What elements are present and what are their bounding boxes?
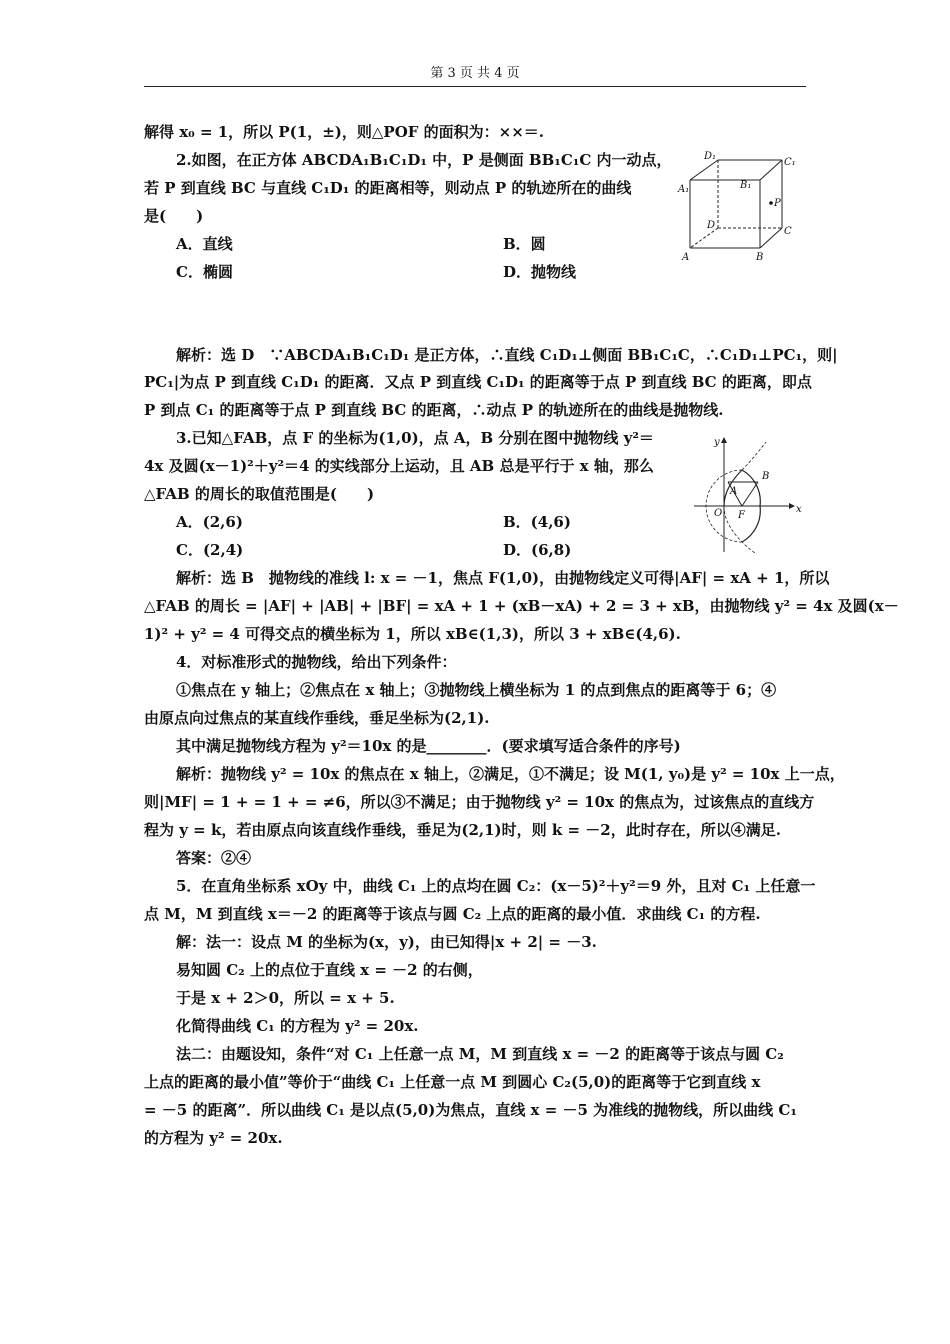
label-f: F: [738, 510, 745, 521]
q5-method1-line4: 化简得曲线 C₁ 的方程为 y² = 20x.: [176, 1017, 419, 1035]
q2-option-d: D．抛物线: [503, 263, 577, 281]
q4-stem-line1: 4．对标准形式的抛物线，给出下列条件：: [176, 653, 457, 671]
q1-result-line: 解得 x₀ = 1，所以 P(1，±)，则△POF 的面积为：××＝.: [144, 123, 544, 141]
parabola-circle-figure: [690, 432, 810, 554]
q3-stem-line2: 4x 及圆(x－1)²＋y²＝4 的实线部分上运动，且 AB 总是平行于 x 轴，那么: [144, 457, 654, 475]
q4-stem-line2: ①焦点在 y 轴上；②焦点在 x 轴上；③抛物线上横坐标为 1 的点到焦点的距离等于 6；④: [176, 681, 777, 699]
q3-stem-line3: △FAB 的周长的取值范围是( ): [144, 485, 375, 503]
q5-method2-line3: = －5 的距离”．所以曲线 C₁ 是以点(5,0)为焦点，直线 x = －5 为准线的抛物线，所以曲线 C₁: [144, 1101, 797, 1119]
q4-stem-line3: 由原点向过焦点的某直线作垂线，垂足坐标为(2,1).: [144, 709, 490, 727]
q3-stem-line1: 3.已知△FAB，点 F 的坐标为(1,0)，点 A，B 分别在图中抛物线 y²＝: [176, 429, 654, 447]
label-p: P: [774, 198, 781, 209]
q3-option-d: D．(6,8): [503, 541, 572, 559]
q5-method2-line1: 法二：由题设知，条件“对 C₁ 上任意一点 M，M 到直线 x = －2 的距离等于该点与圆 C₂: [176, 1045, 784, 1063]
q5-method2-line4: 的方程为 y² = 20x.: [144, 1129, 283, 1147]
q5-method2-line2: 上点的距离的最小值”等价于“曲线 C₁ 上任意一点 M 到圆心 C₂(5,0)的距离等于它到直线 x: [144, 1073, 761, 1091]
q2-stem-line3: 是( ): [144, 207, 204, 225]
q4-answer: 答案：②④: [176, 849, 252, 867]
q3-option-c: C．(2,4): [176, 541, 244, 559]
label-x-axis: x: [796, 504, 802, 515]
q4-solution-line2: 则|MF| = 1 + = 1 + = ≠6，所以③不满足；由于抛物线 y² = 10x 的焦点为，过该焦点的直线方: [144, 793, 815, 811]
q4-solution-line3: 程为 y = k，若由原点向该直线作垂线，垂足为(2,1)时，则 k = －2，此时存在，所以④满足.: [144, 821, 781, 839]
label-a: A: [730, 486, 738, 497]
q3-solution-line2: △FAB 的周长 = |AF| + |AB| + |BF| = xA + 1 + (xB－xA) + 2 = 3 + xB，由抛物线 y² = 4x 及圆(x－: [144, 597, 899, 615]
label-origin: O: [714, 508, 723, 519]
label-c: C: [784, 226, 792, 237]
label-a1: A₁: [678, 184, 690, 195]
q2-option-b: B．圆: [503, 235, 546, 253]
q3-solution-line3: 1)² + y² = 4 可得交点的横坐标为 1，所以 xB∈(1,3)，所以 3 + xB∈(4,6).: [144, 625, 681, 643]
label-d: D: [707, 220, 716, 231]
q2-solution-line3: P 到点 C₁ 的距离等于点 P 到直线 BC 的距离，∴动点 P 的轨迹所在的曲线是抛物线.: [144, 401, 724, 419]
q5-stem-line2: 点 M，M 到直线 x＝－2 的距离等于该点与圆 C₂ 上点的距离的最小值．求曲线 C₁ 的方程.: [144, 905, 761, 923]
q5-method1-line2: 易知圆 C₂ 上的点位于直线 x = －2 的右侧，: [176, 961, 483, 979]
label-b: B: [756, 252, 764, 263]
q2-stem-line1: 2.如图，在正方体 ABCDA₁B₁C₁D₁ 中，P 是侧面 BB₁C₁C 内一动点，: [176, 151, 672, 169]
q2-option-c: C．椭圆: [176, 263, 233, 281]
q2-solution-line2: PC₁|为点 P 到直线 C₁D₁ 的距离．又点 P 到直线 C₁D₁ 的距离等于点 P 到直线 BC 的距离，即点: [144, 373, 812, 391]
q5-method1-line3: 于是 x + 2＞0，所以 = x + 5.: [176, 989, 395, 1007]
q2-stem-line2: 若 P 到直线 BC 与直线 C₁D₁ 的距离相等，则动点 P 的轨迹所在的曲线: [144, 179, 632, 197]
label-y-axis: y: [714, 437, 720, 448]
q3-solution-line1: 解析：选 B 抛物线的准线 l: x = －1，焦点 F(1,0)，由抛物线定义可得|AF| = xA + 1，所以: [176, 569, 830, 587]
page-header: 第 3 页 共 4 页: [430, 66, 520, 81]
cube-figure: [676, 148, 806, 268]
q2-option-a: A．直线: [176, 235, 233, 253]
label-d1: D₁: [704, 151, 717, 162]
label-a: A: [682, 252, 690, 263]
q4-solution-line1: 解析：抛物线 y² = 10x 的焦点在 x 轴上，②满足，①不满足；设 M(1, y₀)是 y² = 10x 上一点，: [176, 765, 845, 783]
label-c1: C₁: [784, 157, 796, 168]
q5-method1-line1: 解：法一：设点 M 的坐标为(x，y)，由已知得|x + 2| = －3.: [176, 933, 597, 951]
q3-option-a: A．(2,6): [176, 513, 243, 531]
label-b: B: [762, 471, 770, 482]
q2-solution-line1: 解析：选 D ∵ABCDA₁B₁C₁D₁ 是正方体，∴直线 C₁D₁⊥侧面 BB₁C₁C，∴C₁D₁⊥PC₁，则|: [176, 346, 838, 364]
label-b1: B₁: [740, 180, 752, 191]
q4-stem-line4: 其中满足抛物线方程为 y²＝10x 的是________．(要求填写适合条件的序号): [176, 737, 681, 755]
q5-stem-line1: 5．在直角坐标系 xOy 中，曲线 C₁ 上的点均在圆 C₂：(x－5)²＋y²＝9 外，且对 C₁ 上任意一: [176, 877, 816, 895]
q3-option-b: B．(4,6): [503, 513, 571, 531]
header-rule: [144, 86, 806, 87]
point-p-dot: [769, 201, 773, 205]
